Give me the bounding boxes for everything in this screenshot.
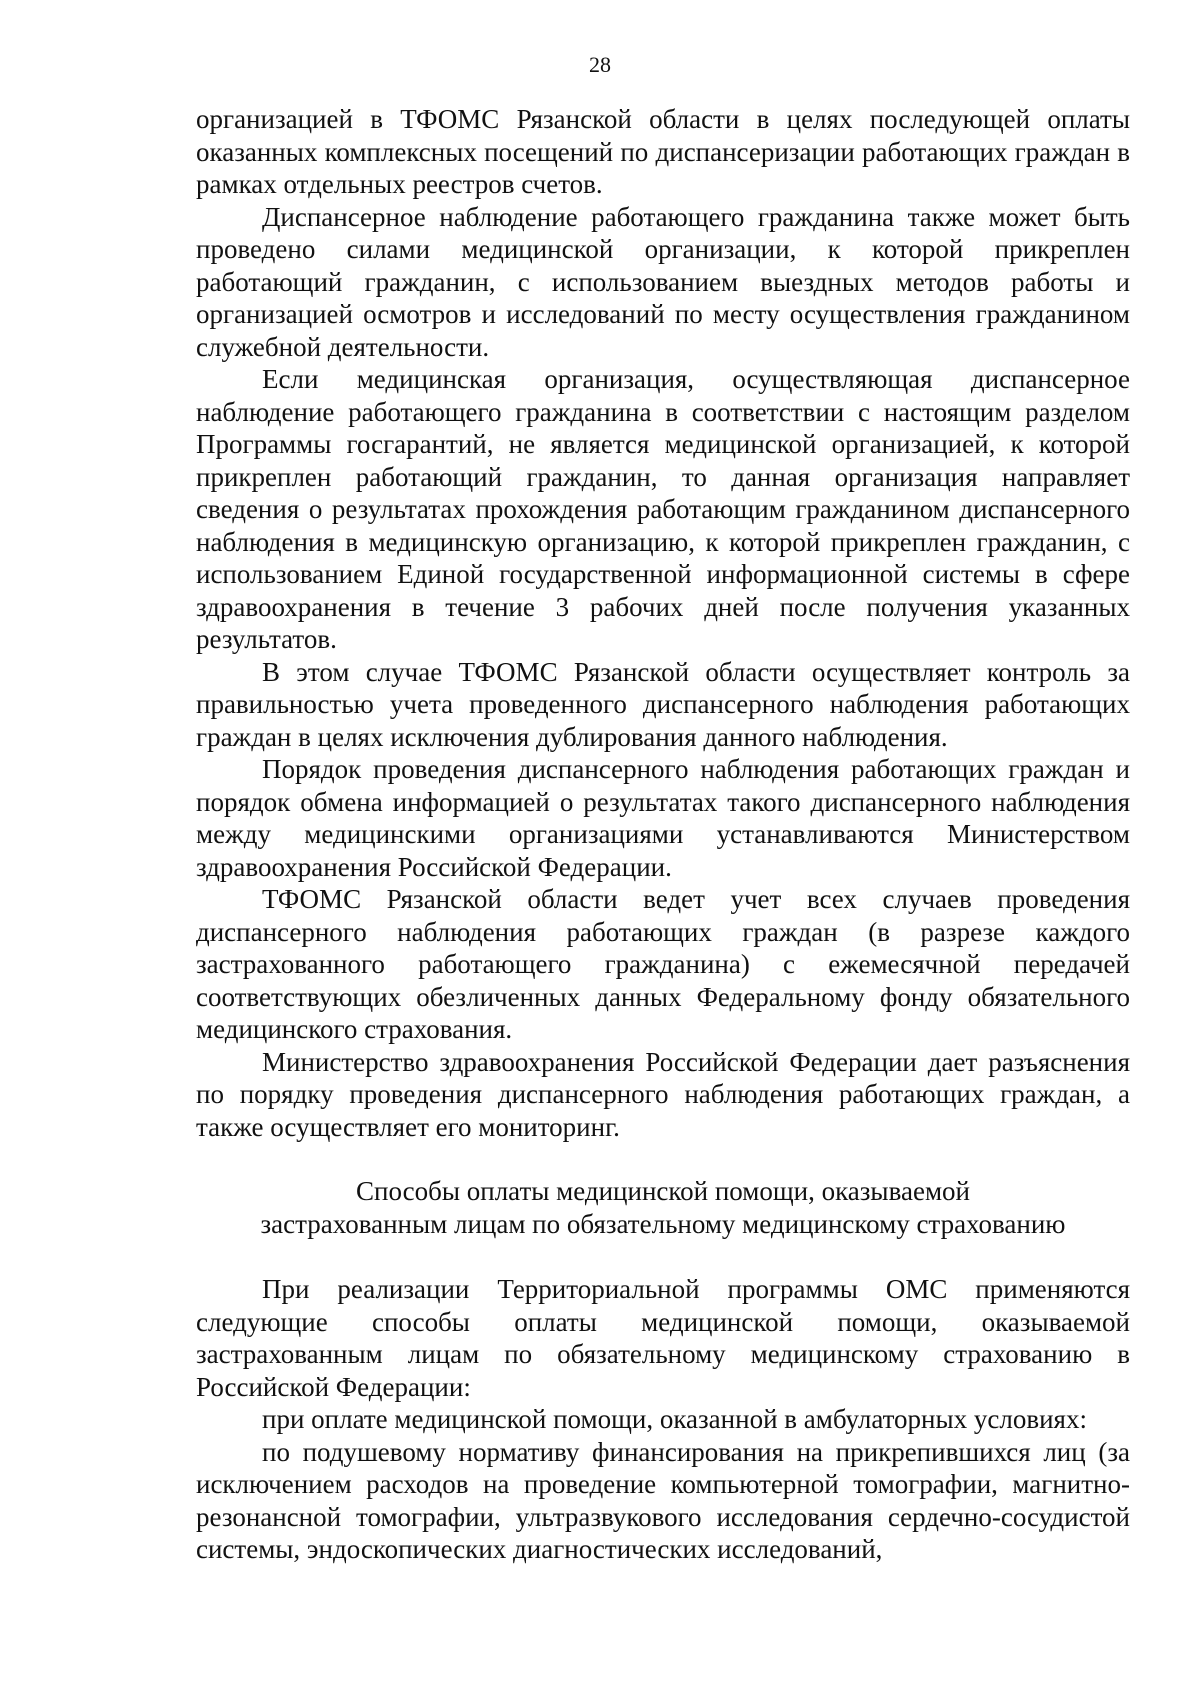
paragraph: Министерство здравоохранения Российской Федерации дает разъяснения по порядку проведения диспансерного наблюдения работающих граждан, а также осуществляет его мониторинг.: [196, 1046, 1130, 1142]
paragraph: В этом случае ТФОМС Рязанской области осуществляет контроль за правильностью учета проведенного диспансерного наблюдения работающих граждан в целях исключения дублирования данного наблюдения.: [196, 656, 1130, 752]
paragraph: по подушевому нормативу финансирования на прикрепившихся лиц (за исключением расходов на проведение компьютерной томографии, магнитно-резонансной томографии, ультразвукового исследования сердечно-сосудистой системы, эндоскопических диагностических исследований,: [196, 1436, 1130, 1564]
paragraph: Порядок проведения диспансерного наблюдения работающих граждан и порядок обмена информацией о результатах такого диспансерного наблюдения между медицинскими организациями устанавливаются Министерством здравоохранения Российской Федерации.: [196, 754, 1130, 882]
paragraph: Если медицинская организация, осуществляющая диспансерное наблюдение работающего гражданина в соответствии с настоящим разделом Программы госгарантий, не является медицинской организацией, к которой прикреплен работающий гражданин, то данная организация направляет сведения о результатах прохождения работающим гражданином диспансерного наблюдения в медицинскую организацию, к которой прикреплен гражданин, с использованием Единой государственной информационной системы в сфере здравоохранения в течение 3 рабочих дней после получения указанных результатов.: [196, 364, 1130, 654]
document-body: [196, 103, 1130, 1566]
paragraph-continuation: организацией в ТФОМС Рязанской области в целях последующей оплаты оказанных комплексных посещений по диспансеризации работающих граждан в рамках отдельных реестров счетов.: [196, 104, 1130, 199]
paragraph: при оплате медицинской помощи, оказанной в амбулаторных условиях:: [262, 1404, 1087, 1434]
section-heading-line: Способы оплаты медицинской помощи, оказываемой: [356, 1176, 970, 1206]
paragraph: Диспансерное наблюдение работающего гражданина также может быть проведено силами медицинской организации, к которой прикреплен работающий гражданин, с использованием выездных методов работы и организацией осмотров и исследований по месту осуществления гражданином служебной деятельности.: [196, 201, 1130, 362]
section-heading-line: застрахованным лицам по обязательному медицинскому страхованию: [260, 1208, 1066, 1239]
paragraph: При реализации Территориальной программы ОМС применяются следующие способы оплаты медицинской помощи, оказываемой застрахованным лицам по обязательному медицинскому страхованию в Российской Федерации:: [196, 1274, 1130, 1402]
page-number: 28: [589, 52, 611, 77]
paragraph: ТФОМС Рязанской области ведет учет всех случаев проведения диспансерного наблюдения работающих граждан (в разрезе каждого застрахованного работающего гражданина) с ежемесячной передачей соответствующих обезличенных данных Федеральному фонду обязательного медицинского страхования.: [196, 884, 1130, 1044]
section-heading: [196, 1175, 1130, 1240]
